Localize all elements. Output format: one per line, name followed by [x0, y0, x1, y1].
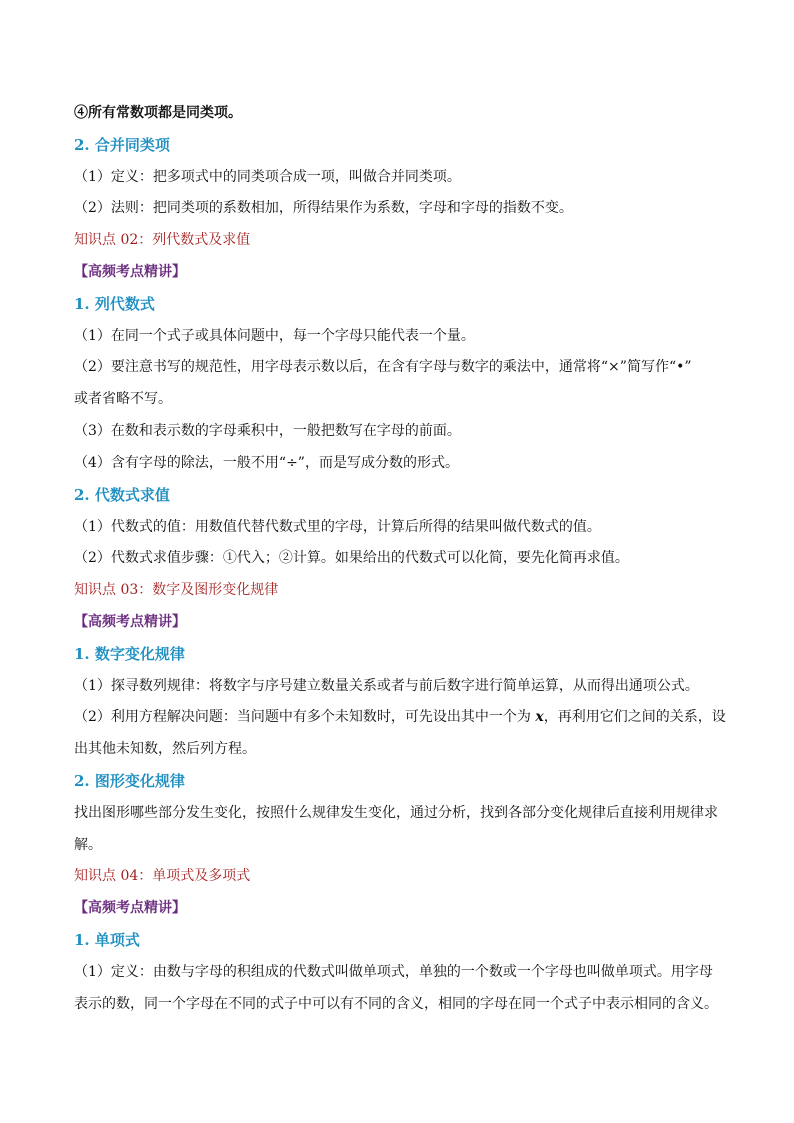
knowledge-point-04-title: 知识点 04：单项式及多项式: [74, 868, 251, 884]
paragraph-k02-4: （4）含有字母的除法，一般不用“÷”，而是写成分数的形式。: [74, 455, 459, 471]
paragraph-definition: （1）定义：把多项式中的同类项合成一项，叫做合并同类项。: [74, 169, 461, 185]
paragraph-k02-5: （1）代数式的值：用数值代替代数式里的字母，计算后所得的结果叫做代数式的值。: [74, 519, 601, 535]
paragraph-k03-2-part1: （2）利用方程解决问题：当问题中有多个未知数时，可先设出其中一个为: [74, 709, 536, 725]
heading-write-algebraic-expression: 1. 列代数式: [74, 295, 155, 313]
text-item4: ④所有常数项都是同类项。: [74, 105, 242, 121]
heading-monomial: 1. 单项式: [74, 931, 140, 949]
paragraph-k02-2a: （2）要注意书写的规范性，用字母表示数以后，在含有字母与数字的乘法中，通常将“×”简写作“•”: [74, 359, 692, 375]
paragraph-k03-2: [74, 707, 724, 727]
paragraph-k02-6: （2）代数式求值步骤：①代入；②计算。如果给出的代数式可以化简，要先化简再求值。: [74, 550, 629, 566]
paragraph-k02-3: （3）在数和表示数的字母乘积中，一般把数写在字母的前面。: [74, 423, 461, 439]
high-frequency-tag: 【高频考点精讲】: [74, 614, 186, 630]
variable-x: x: [535, 709, 544, 725]
high-frequency-tag: 【高频考点精讲】: [74, 264, 186, 280]
heading-merge-like-terms: 2. 合并同类项: [74, 136, 170, 154]
paragraph-k03-3: 找出图形哪些部分发生变化，按照什么规律发生变化，通过分析，找到各部分变化规律后直接利用规律求解。: [74, 805, 718, 853]
heading-evaluate-expression: 2. 代数式求值: [74, 486, 170, 504]
paragraph-k03-2c: 出其他未知数，然后列方程。: [74, 741, 256, 757]
heading-number-pattern: 1. 数字变化规律: [74, 645, 185, 663]
knowledge-point-02-title: 知识点 02：列代数式及求值: [74, 232, 251, 248]
paragraph-rule: （2）法则：把同类项的系数相加，所得结果作为系数，字母和字母的指数不变。: [74, 200, 573, 216]
paragraph-k03-2-part2: ，再利用它们之间的关系，设: [543, 709, 726, 725]
paragraph-k02-2b: 或者省略不写。: [74, 391, 172, 407]
high-frequency-tag: 【高频考点精讲】: [74, 900, 186, 916]
knowledge-point-03-title: 知识点 03：数字及图形变化规律: [74, 582, 279, 598]
paragraph-k04-1: （1）定义：由数与字母的积组成的代数式叫做单项式，单独的一个数或一个字母也叫做单项式。用字母表示的数，同一个字母在不同的式子中可以有不同的含义，相同的字母在同一个式子中表示相同的含义。: [74, 964, 718, 1012]
paragraph-k03-1: （1）探寻数列规律：将数字与序号建立数量关系或者与前后数字进行简单运算，从而得出通项公式。: [74, 678, 699, 694]
paragraph-k02-1: （1）在同一个式子或具体问题中，每一个字母只能代表一个量。: [74, 328, 475, 344]
heading-figure-pattern: 2. 图形变化规律: [74, 772, 185, 790]
